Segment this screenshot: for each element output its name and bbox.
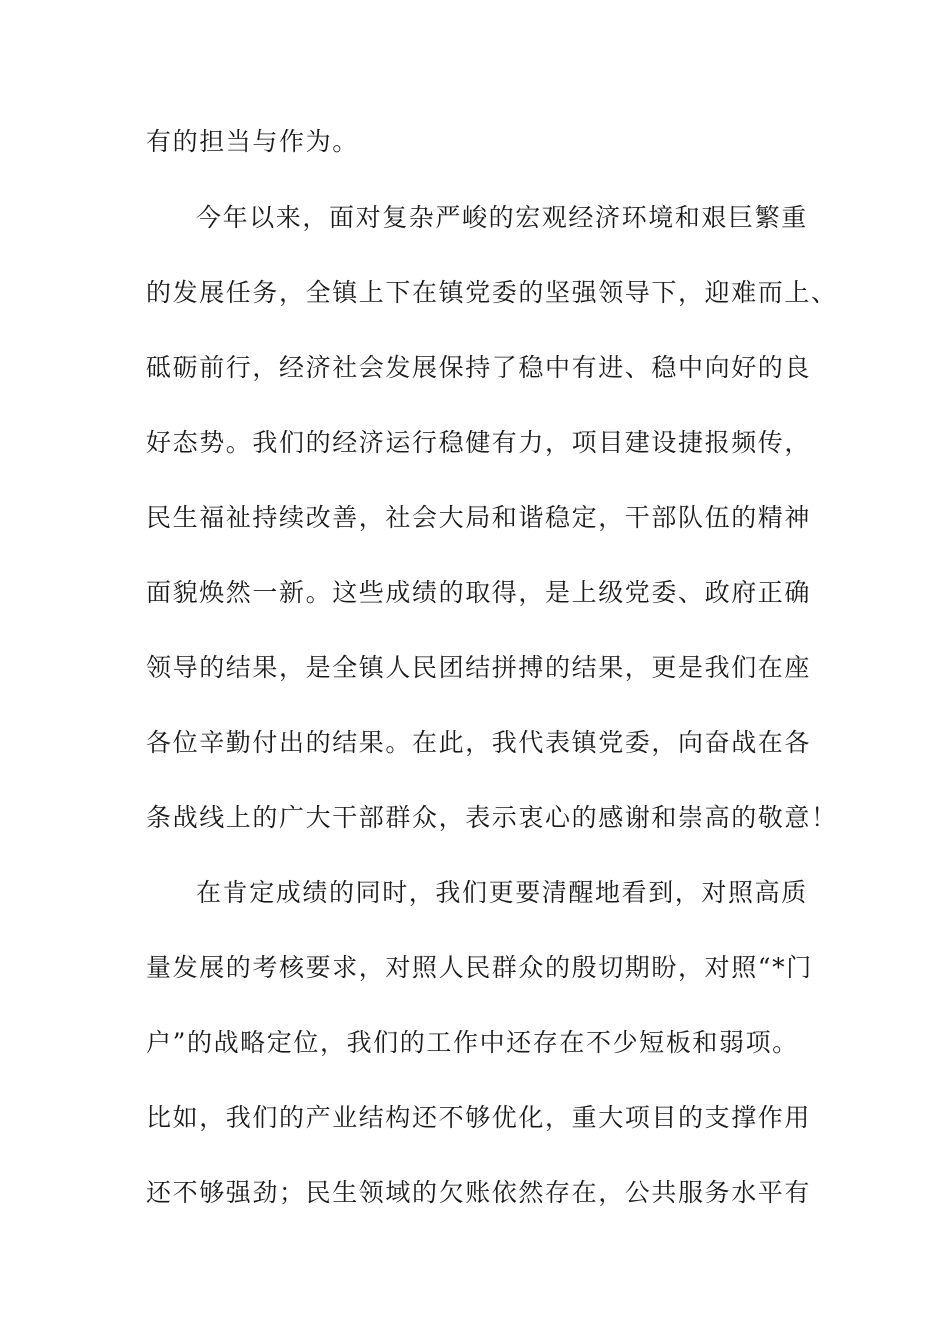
text-line: 户”的战略定位，我们的工作中还存在不少短板和弱项。 (146, 1028, 799, 1057)
text-line: 比如，我们的产业结构还不够优化，重大项目的支撑作用 (146, 1103, 812, 1132)
text-line: 砥砺前行，经济社会发展保持了稳中有进、稳中向好的良 (146, 353, 812, 382)
text-line: 的发展任务，全镇上下在镇党委的坚强领导下，迎难而上、 (146, 278, 838, 307)
text-line: 面貌焕然一新。这些成绩的取得，是上级党委、政府正确 (146, 578, 812, 607)
text-line: 民生福祉持续改善，社会大局和谐稳定，干部队伍的精神 (146, 503, 812, 532)
paragraph-start-line: 在肯定成绩的同时，我们更要清醒地看到，对照高质 (196, 878, 808, 907)
text-line: 条战线上的广大干部群众，表示衷心的感谢和崇高的敬意！ (146, 803, 838, 832)
text-line: 各位辛勤付出的结果。在此，我代表镇党委，向奋战在各 (146, 728, 812, 757)
text-line: 量发展的考核要求，对照人民群众的殷切期盼，对照“*门 (146, 953, 813, 982)
paragraph-start-line: 今年以来，面对复杂严峻的宏观经济环境和艰巨繁重 (196, 203, 808, 232)
text-line: 领导的结果，是全镇人民团结拼搏的结果，更是我们在座 (146, 653, 812, 682)
text-line: 好态势。我们的经济运行稳健有力，项目建设捷报频传， (146, 428, 812, 457)
text-line: 还不够强劲；民生领域的欠账依然存在，公共服务水平有 (146, 1178, 812, 1207)
text-line: 有的担当与作为。 (146, 127, 359, 156)
